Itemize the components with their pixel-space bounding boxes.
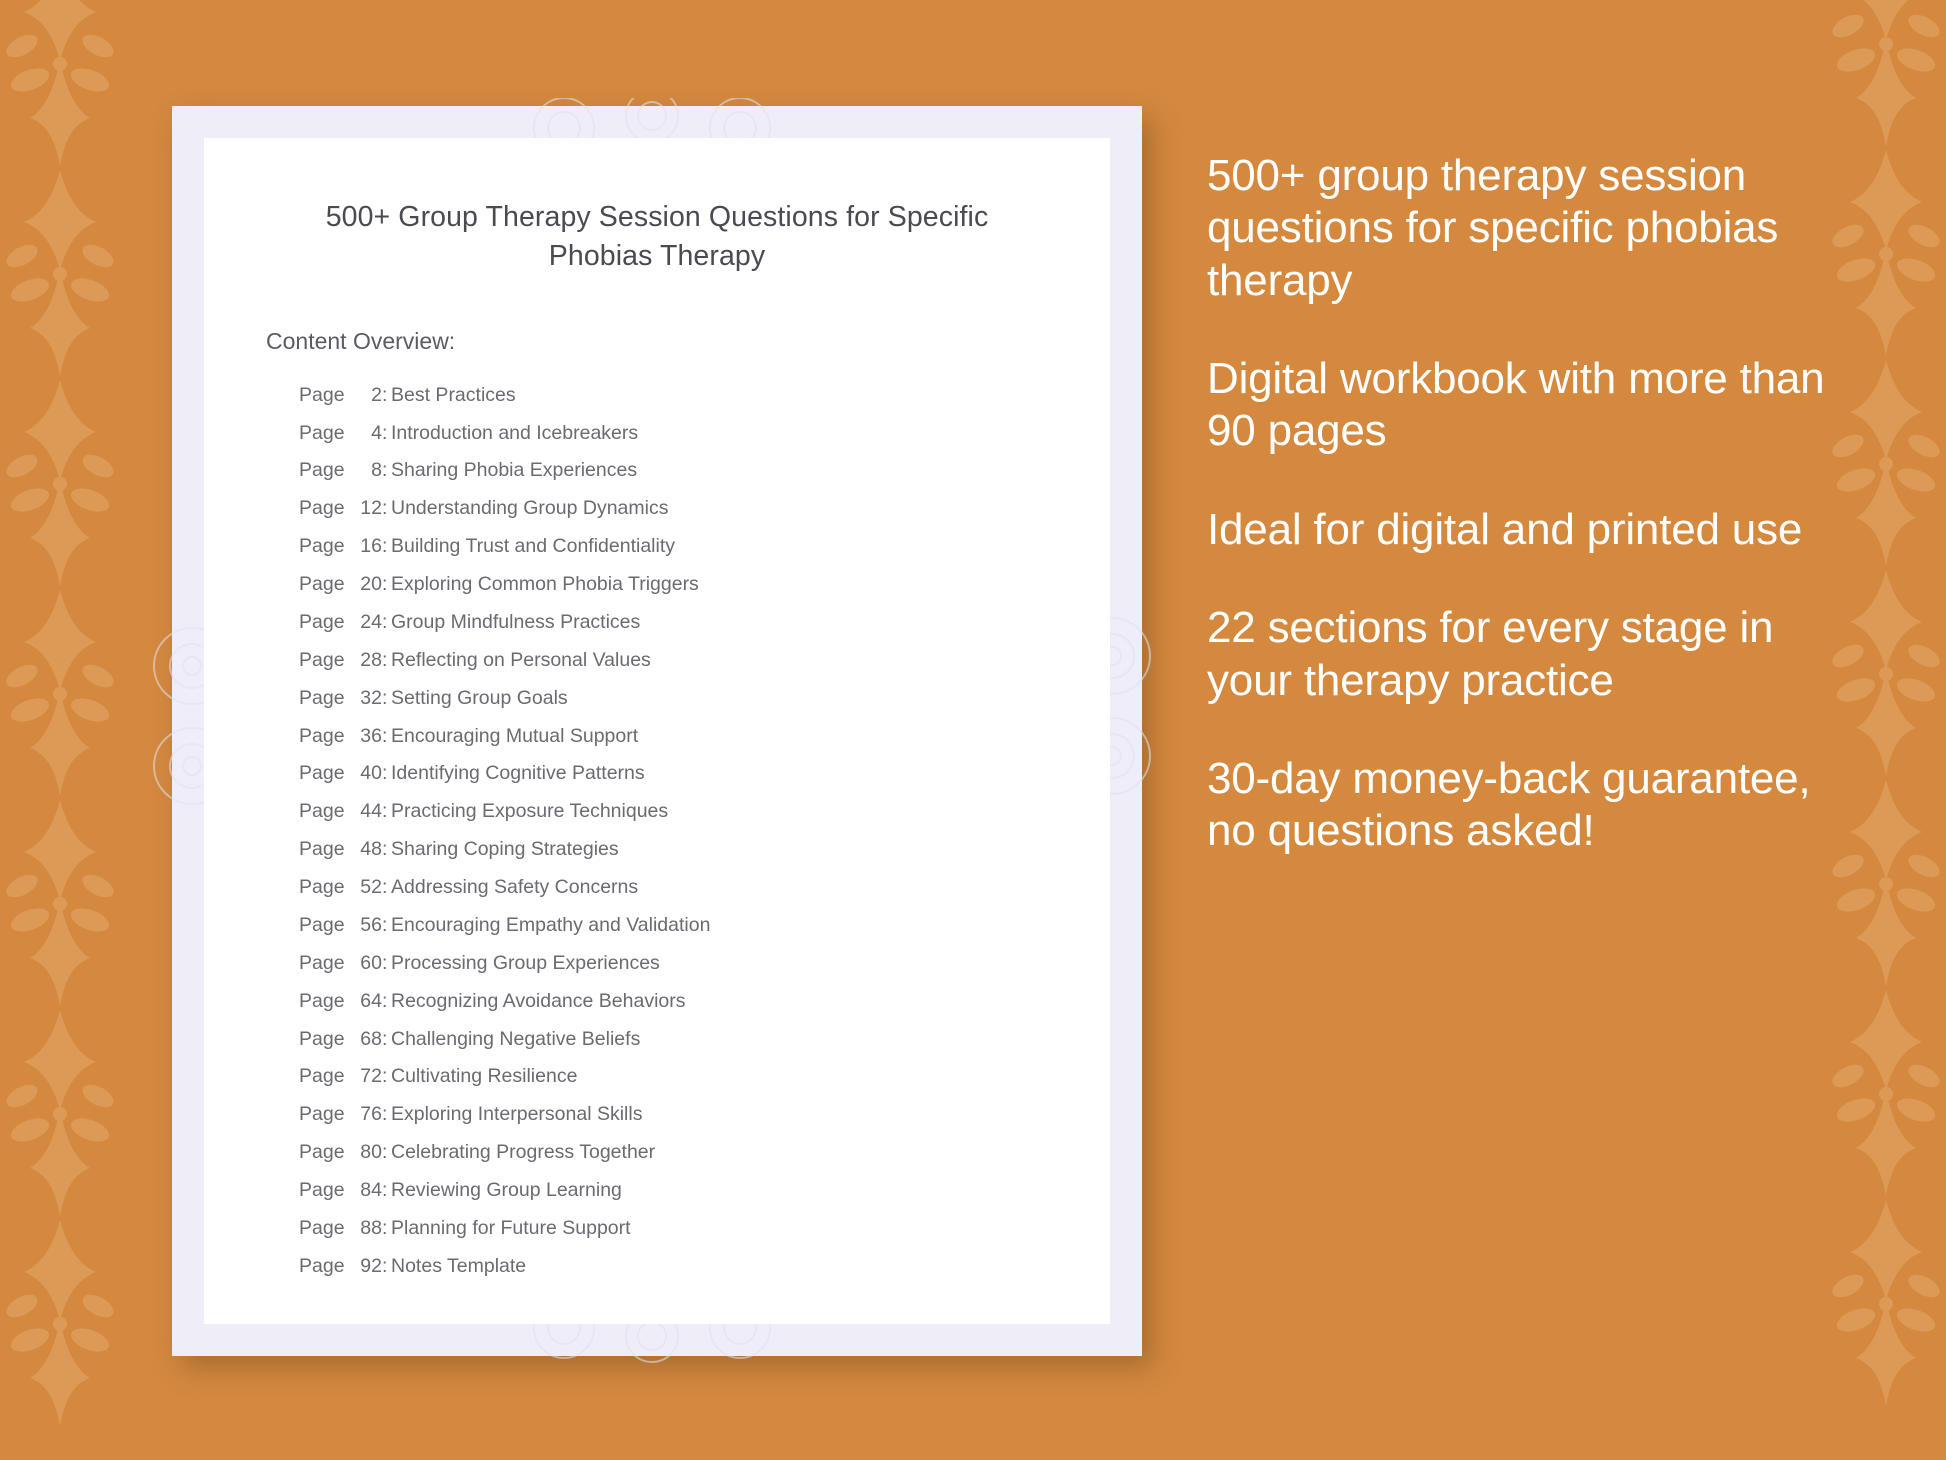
toc-page-label: Page 60: xyxy=(299,951,393,974)
toc-entry-title: Encouraging Mutual Support xyxy=(391,724,639,747)
marketing-point: 30-day money-back guarantee, no questions asked! xyxy=(1207,753,1811,856)
toc-page-label: Page 40: xyxy=(299,762,393,785)
toc-entry-title: Addressing Safety Concerns xyxy=(391,876,639,899)
toc-page-label: Page 48: xyxy=(299,838,393,861)
toc-entry xyxy=(299,528,1110,566)
toc-page-label: Page 16: xyxy=(299,535,393,558)
content-overview-label: Content Overview: xyxy=(266,327,456,354)
toc-entry-title: Identifying Cognitive Patterns xyxy=(391,762,645,785)
toc-page-label: Page 28: xyxy=(299,648,393,671)
toc-page-label: Page 52: xyxy=(299,876,393,899)
toc-entry xyxy=(299,717,1110,755)
toc-entry-title: Recognizing Avoidance Behaviors xyxy=(391,989,686,1012)
toc-entry xyxy=(299,869,1110,907)
document-preview xyxy=(172,106,1142,1356)
toc-entry xyxy=(299,907,1110,945)
floral-vine-ornament xyxy=(0,800,120,1010)
page-title: 500+ Group Therapy Session Questions for Specific Phobias Therapy xyxy=(325,201,989,272)
toc-entry xyxy=(299,642,1110,680)
toc-entry xyxy=(299,604,1110,642)
toc-entry xyxy=(299,452,1110,490)
floral-vine-ornament xyxy=(1826,780,1946,990)
floral-vine-ornament xyxy=(1826,0,1946,150)
toc-entry xyxy=(299,377,1110,415)
marketing-copy xyxy=(1207,150,1827,858)
toc-page-label: Page 44: xyxy=(299,800,393,823)
toc-entry xyxy=(299,1020,1110,1058)
document-page xyxy=(204,138,1110,1324)
toc-entry xyxy=(299,755,1110,793)
toc-page-label: Page 92: xyxy=(299,1254,393,1277)
floral-vine-ornament xyxy=(0,380,120,590)
toc-entry-title: Building Trust and Confidentiality xyxy=(391,535,675,558)
toc-entry-title: Setting Group Goals xyxy=(391,686,568,709)
toc-entry-title: Challenging Negative Beliefs xyxy=(391,1027,641,1050)
toc-entry-title: Processing Group Experiences xyxy=(391,951,660,974)
toc-entry-title: Reviewing Group Learning xyxy=(391,1179,622,1202)
toc-page-label: Page 68: xyxy=(299,1027,393,1050)
toc-page-label: Page 12: xyxy=(299,497,393,520)
toc-page-label: Page 20: xyxy=(299,573,393,596)
floral-vine-ornament xyxy=(0,0,120,170)
toc-entry xyxy=(299,831,1110,869)
toc-entry-title: Encouraging Empathy and Validation xyxy=(391,913,711,936)
toc-entry-title: Reflecting on Personal Values xyxy=(391,648,651,671)
toc-page-label: Page 36: xyxy=(299,724,393,747)
toc-entry-title: Planning for Future Support xyxy=(391,1216,631,1239)
toc-entry xyxy=(299,1210,1110,1248)
toc-page-label: Page 32: xyxy=(299,686,393,709)
toc-entry xyxy=(299,1058,1110,1096)
toc-entry xyxy=(299,414,1110,452)
table-of-contents xyxy=(299,377,1110,1286)
floral-vine-ornament xyxy=(1826,1200,1946,1410)
toc-entry xyxy=(299,983,1110,1021)
toc-entry xyxy=(299,1172,1110,1210)
decorative-border-right xyxy=(1826,0,1946,1460)
toc-entry-title: Notes Template xyxy=(391,1254,527,1277)
toc-entry-title: Exploring Interpersonal Skills xyxy=(391,1103,643,1126)
toc-entry-title: Best Practices xyxy=(391,383,516,406)
marketing-point: Digital workbook with more than 90 pages xyxy=(1207,354,1825,456)
toc-entry xyxy=(299,945,1110,983)
toc-page-label: Page 56: xyxy=(299,913,393,936)
floral-vine-ornament xyxy=(0,1010,120,1220)
toc-entry xyxy=(299,793,1110,831)
toc-page-label: Page 80: xyxy=(299,1141,393,1164)
toc-entry xyxy=(299,490,1110,528)
toc-page-label: Page 72: xyxy=(299,1065,393,1088)
toc-page-label: Page 76: xyxy=(299,1103,393,1126)
toc-entry-title: Celebrating Progress Together xyxy=(391,1141,656,1164)
toc-page-label: Page 24: xyxy=(299,610,393,633)
toc-page-label: Page 4: xyxy=(299,421,393,444)
toc-entry xyxy=(299,1134,1110,1172)
toc-entry-title: Understanding Group Dynamics xyxy=(391,497,669,520)
toc-page-label: Page 2: xyxy=(299,383,393,406)
floral-vine-ornament xyxy=(1826,150,1946,360)
toc-page-label: Page 88: xyxy=(299,1216,393,1239)
toc-page-label: Page 64: xyxy=(299,989,393,1012)
floral-vine-ornament xyxy=(0,170,120,380)
toc-page-label: Page 8: xyxy=(299,459,393,482)
toc-entry-title: Sharing Phobia Experiences xyxy=(391,459,638,482)
toc-entry xyxy=(299,1248,1110,1286)
floral-vine-ornament xyxy=(1826,990,1946,1200)
toc-entry-title: Sharing Coping Strategies xyxy=(391,838,619,861)
toc-entry-title: Introduction and Icebreakers xyxy=(391,421,639,444)
floral-vine-ornament xyxy=(0,590,120,800)
toc-entry-title: Group Mindfulness Practices xyxy=(391,610,641,633)
toc-entry-title: Practicing Exposure Techniques xyxy=(391,800,669,823)
decorative-border-left xyxy=(0,0,120,1460)
floral-vine-ornament xyxy=(0,1220,120,1430)
toc-entry xyxy=(299,680,1110,718)
floral-vine-ornament xyxy=(1826,570,1946,780)
marketing-point: 22 sections for every stage in your therapy practice xyxy=(1207,603,1774,705)
toc-entry-title: Cultivating Resilience xyxy=(391,1065,578,1088)
floral-vine-ornament xyxy=(1826,360,1946,570)
toc-page-label: Page 84: xyxy=(299,1179,393,1202)
toc-entry-title: Exploring Common Phobia Triggers xyxy=(391,573,699,596)
marketing-point: 500+ group therapy session questions for specific phobias therapy xyxy=(1207,151,1779,305)
marketing-point: Ideal for digital and printed use xyxy=(1207,504,1803,554)
toc-entry xyxy=(299,1096,1110,1134)
toc-entry xyxy=(299,566,1110,604)
